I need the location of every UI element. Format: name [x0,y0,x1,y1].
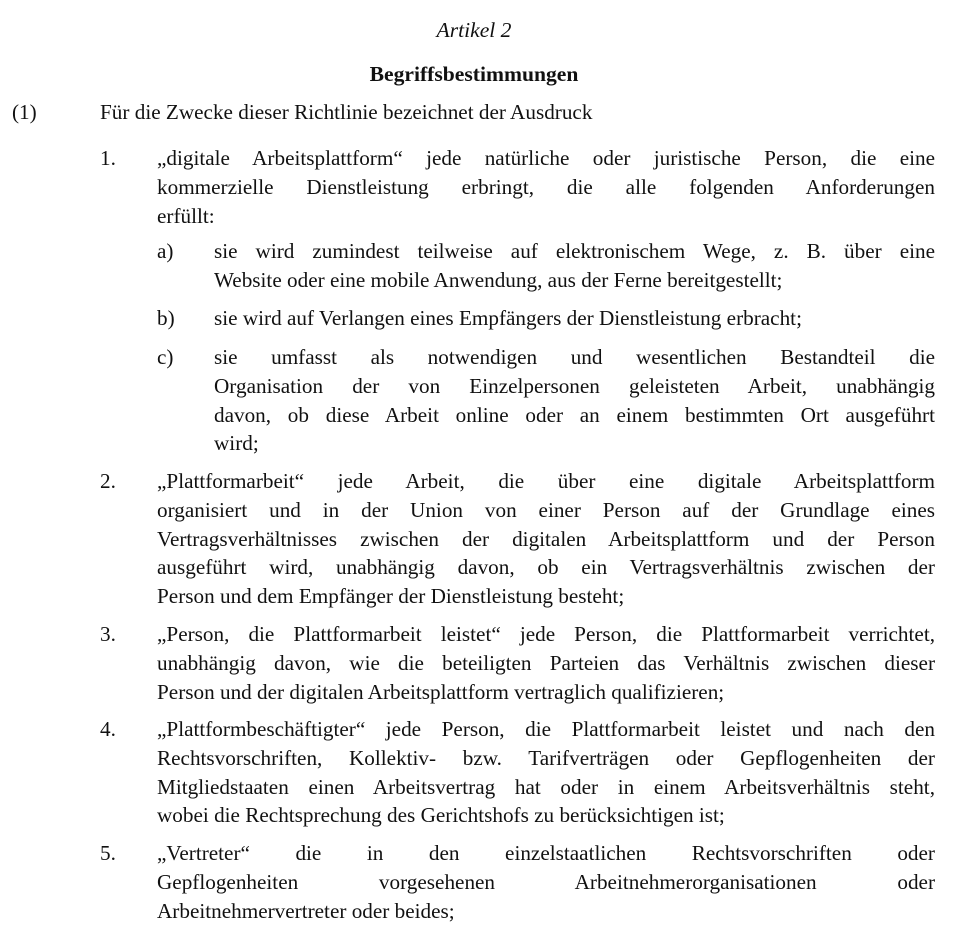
text-line: „Plattformbeschäftigter“ jede Person, die Plattformarbeit leistet und nach den [157,717,935,741]
item-text [157,620,935,706]
text-line: organisiert und in der Union von einer Person auf der Grundlage eines [157,497,935,522]
text-line: wird; [214,431,259,456]
subitem-text [214,304,935,333]
text-line: Arbeitnehmervertreter oder beides; [157,898,455,923]
text-line: davon, ob diese Arbeit online oder an einem bestimmten Ort ausgeführt [214,402,935,427]
text-line: Website oder eine mobile Anwendung, aus der Ferne bereitgestellt; [214,267,783,292]
text-line: sie wird auf Verlangen eines Empfängers der Dienstleistung erbracht; [214,306,802,330]
subitem-text [214,237,935,295]
item-text [157,715,935,830]
item-text [157,144,935,230]
text-line: wobei die Rechtsprechung des Gerichtshofs zu berücksichtigen ist; [157,803,725,828]
text-line: „digitale Arbeitsplattform“ jede natürliche oder juristische Person, die eine [157,146,935,170]
text-line: erfüllt: [157,203,215,228]
item-number: 4. [100,717,116,741]
article-title: Artikel 2 [436,18,512,42]
text-line: Gepflogenheiten vorgesehenen Arbeitnehmerorganisationen oder [157,869,935,894]
subitem-letter: c) [157,345,174,369]
text-line: sie umfasst als notwendigen und wesentlichen Bestandteil die [214,345,935,369]
text-line: sie wird zumindest teilweise auf elektronischem Wege, z. B. über eine [214,239,935,263]
paragraph-number: (1) [12,100,37,124]
item-text [157,467,935,611]
text-line: Person und dem Empfänger der Dienstleistung besteht; [157,584,625,609]
item-number: 3. [100,622,116,646]
text-line: Organisation der von Einzelpersonen geleisteten Arbeit, unabhängig [214,373,935,398]
item-number: 1. [100,146,116,170]
text-line: Rechtsvorschriften, Kollektiv- bzw. Tarifverträgen oder Gepflogenheiten der [157,745,935,770]
text-line: kommerzielle Dienstleistung erbringt, die alle folgenden Anforderungen [157,174,935,199]
subitem-letter: a) [157,239,174,263]
text-line: Vertragsverhältnisses zwischen der digitalen Arbeitsplattform und der Person [157,526,935,551]
paragraph-intro: Für die Zwecke dieser Richtlinie bezeichnet der Ausdruck [100,100,593,124]
subitem-text [214,343,935,458]
text-line: unabhängig davon, wie die beteiligten Parteien das Verhältnis zwischen dieser [157,650,935,675]
text-line: Person und der digitalen Arbeitsplattform vertraglich qualifizieren; [157,679,725,704]
section-heading: Begriffsbestimmungen [369,62,579,86]
text-line: Mitgliedstaaten einen Arbeitsvertrag hat oder in einem Arbeitsverhältnis steht, [157,774,935,799]
subitem-letter: b) [157,306,175,330]
text-line: „Plattformarbeit“ jede Arbeit, die über eine digitale Arbeitsplattform [157,469,935,493]
item-number: 2. [100,469,116,493]
text-line: „Person, die Plattformarbeit leistet“ jede Person, die Plattformarbeit verrichtet, [157,622,935,646]
item-number: 5. [100,841,116,865]
text-line: „Vertreter“ die in den einzelstaatlichen Rechtsvorschriften oder [157,841,935,865]
item-text [157,839,935,925]
text-line: ausgeführt wird, unabhängig davon, ob ein Vertragsverhältnis zwischen der [157,555,935,580]
